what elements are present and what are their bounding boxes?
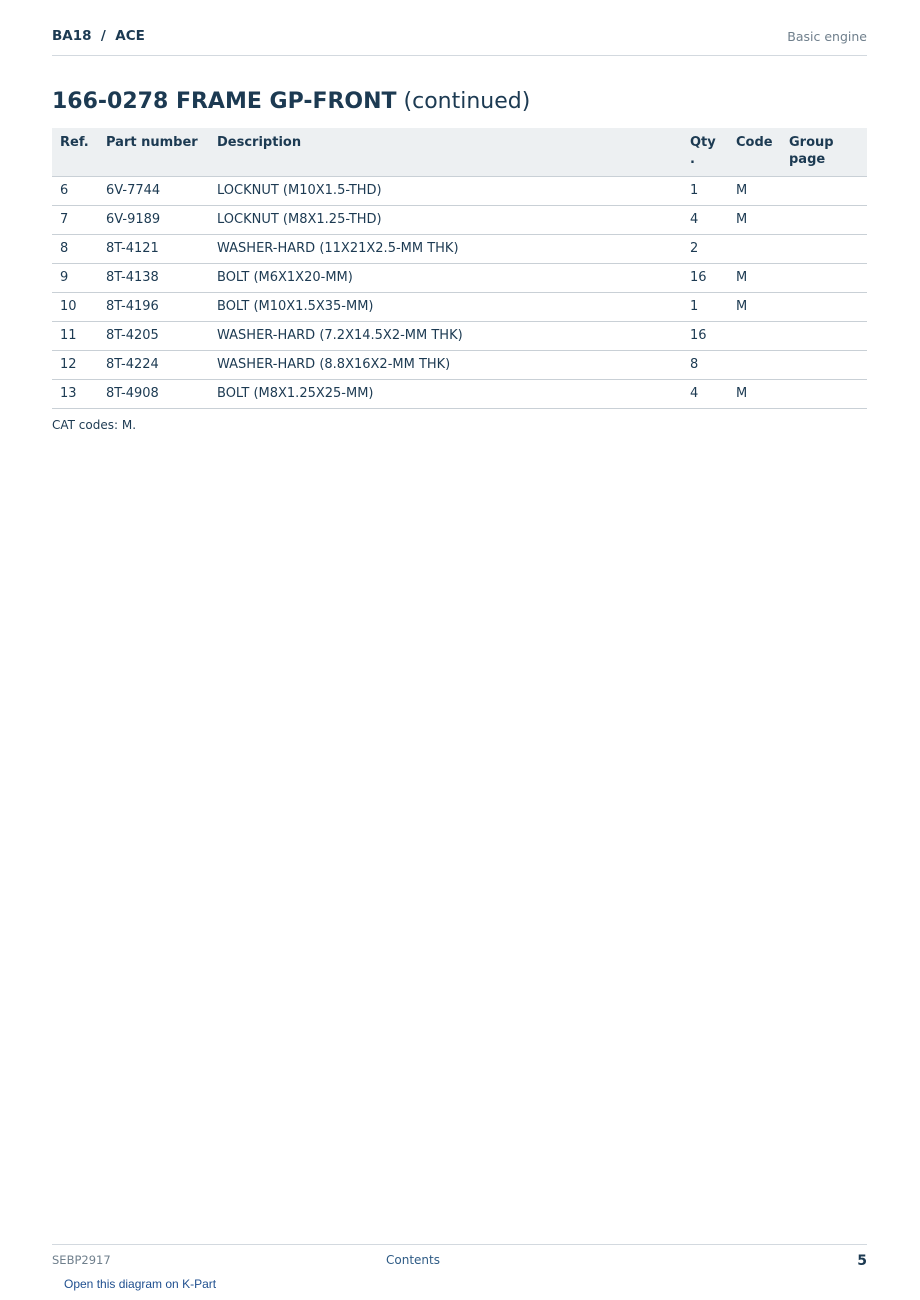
cell-ref: 7 <box>52 206 98 235</box>
cell-qty: 8 <box>682 351 728 380</box>
cell-group-page <box>781 380 867 409</box>
column-header-description: Description <box>209 128 682 177</box>
cell-group-page <box>781 322 867 351</box>
column-header-ref: Ref. <box>52 128 98 177</box>
cell-code <box>728 235 781 264</box>
table-row <box>52 380 867 409</box>
cell-part-number: 8T-4121 <box>98 235 209 264</box>
page-header <box>52 28 867 56</box>
page-footer <box>52 1244 867 1295</box>
cell-part-number: 8T-4908 <box>98 380 209 409</box>
page-number: 5 <box>857 1253 867 1269</box>
cell-group-page <box>781 293 867 322</box>
cell-description: WASHER-HARD (8.8X16X2-MM THK) <box>209 351 682 380</box>
cell-qty: 4 <box>682 380 728 409</box>
cell-ref: 11 <box>52 322 98 351</box>
cell-qty: 2 <box>682 235 728 264</box>
column-header-part-number: Part number <box>98 128 209 177</box>
title-part: 166-0278 FRAME GP-FRONT <box>52 89 397 114</box>
cell-group-page <box>781 264 867 293</box>
cell-part-number: 8T-4138 <box>98 264 209 293</box>
cell-description: LOCKNUT (M10X1.5-THD) <box>209 177 682 206</box>
cell-group-page <box>781 235 867 264</box>
cell-description: BOLT (M10X1.5X35-MM) <box>209 293 682 322</box>
column-header-qty: Qty . <box>682 128 728 177</box>
section-name: Basic engine <box>787 29 867 44</box>
document-code: SEBP2917 <box>52 1253 111 1267</box>
cell-group-page <box>781 177 867 206</box>
parts-table <box>52 128 867 409</box>
cell-ref: 12 <box>52 351 98 380</box>
cell-ref: 9 <box>52 264 98 293</box>
kpart-diagram-link[interactable]: Open this diagram on K-Part <box>64 1277 217 1291</box>
cell-code: M <box>728 177 781 206</box>
table-row <box>52 264 867 293</box>
cell-code: M <box>728 380 781 409</box>
cat-codes-note: CAT codes: M. <box>52 418 137 432</box>
table-row <box>52 351 867 380</box>
cell-code <box>728 351 781 380</box>
cell-qty: 16 <box>682 264 728 293</box>
cell-group-page <box>781 206 867 235</box>
cell-part-number: 6V-9189 <box>98 206 209 235</box>
title-suffix: (continued) <box>403 89 531 114</box>
cell-code: M <box>728 206 781 235</box>
cell-code: M <box>728 293 781 322</box>
cell-description: LOCKNUT (M8X1.25-THD) <box>209 206 682 235</box>
table-row <box>52 322 867 351</box>
cell-ref: 10 <box>52 293 98 322</box>
table-row <box>52 293 867 322</box>
cell-description: BOLT (M8X1.25X25-MM) <box>209 380 682 409</box>
cell-description: BOLT (M6X1X20-MM) <box>209 264 682 293</box>
column-header-group-page: Group page <box>781 128 867 177</box>
cell-qty: 16 <box>682 322 728 351</box>
cell-code <box>728 322 781 351</box>
contents-link[interactable]: Contents <box>386 1253 440 1267</box>
cell-part-number: 8T-4196 <box>98 293 209 322</box>
cell-qty: 1 <box>682 293 728 322</box>
table-row <box>52 206 867 235</box>
cell-qty: 4 <box>682 206 728 235</box>
cell-description: WASHER-HARD (11X21X2.5-MM THK) <box>209 235 682 264</box>
cell-qty: 1 <box>682 177 728 206</box>
cell-group-page <box>781 351 867 380</box>
cell-part-number: 8T-4224 <box>98 351 209 380</box>
table-row <box>52 235 867 264</box>
page-title <box>52 89 530 114</box>
cell-code: M <box>728 264 781 293</box>
column-header-code: Code <box>728 128 781 177</box>
cell-part-number: 6V-7744 <box>98 177 209 206</box>
model-breadcrumb: BA18 / ACE <box>52 28 145 44</box>
cell-ref: 8 <box>52 235 98 264</box>
cell-ref: 13 <box>52 380 98 409</box>
cell-description: WASHER-HARD (7.2X14.5X2-MM THK) <box>209 322 682 351</box>
cell-part-number: 8T-4205 <box>98 322 209 351</box>
table-row <box>52 177 867 206</box>
cell-ref: 6 <box>52 177 98 206</box>
table-header-row <box>52 128 867 177</box>
